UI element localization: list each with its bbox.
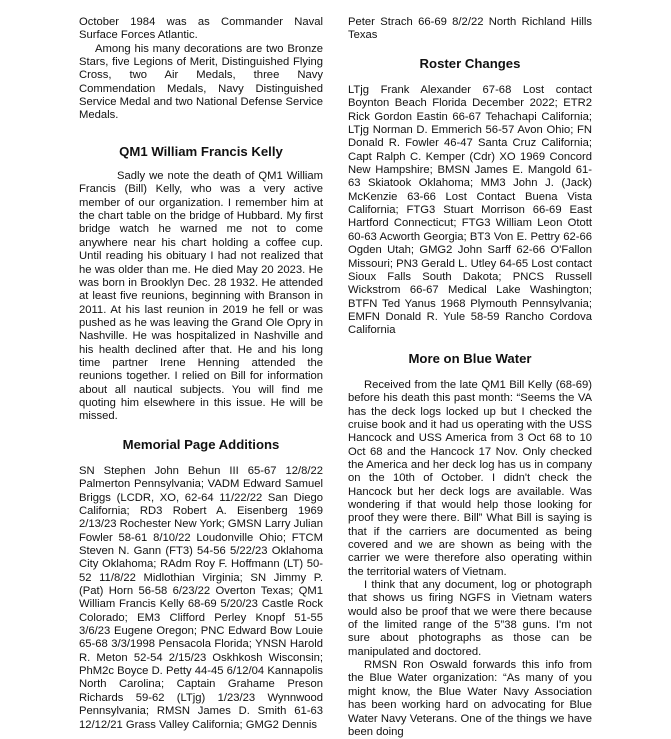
blue-water-paragraph-2: I think that any document, log or photograph that shows us firing NGFS in Vietnam waters would also be proof that we were there because of the limited range of the 5”38 guns. I'm not sure about photographs as those can be manipulated and doctored.: [348, 579, 592, 658]
blue-water-heading: More on Blue Water: [408, 350, 532, 366]
right-column: [348, 16, 592, 739]
decorations-paragraph: Among his many decorations are two Bronze Stars, five Legions of Merit, Distinguished Flying Cross, two Air Medals, three Navy Commendation Medals, Navy Distinguished Service Medal and two National Defense Service Medals.: [79, 42, 323, 122]
memorial-heading: Memorial Page Additions: [122, 436, 280, 452]
kelly-heading: QM1 William Francis Kelly: [119, 143, 283, 159]
intro-end-paragraph: October 1984 was as Commander Naval Surface Forces Atlantic.: [79, 16, 323, 42]
memorial-end-paragraph: Peter Strach 66-69 8/2/22 North Richland Hills Texas: [348, 16, 592, 42]
roster-paragraph: LTjg Frank Alexander 67-68 Lost contact Boynton Beach Florida December 2022; ETR2 Rick Gordon Eastin 66-67 Tehachapi California; LTjg Norman D. Emmerich 56-57 Avon Ohio; FN Donald R. Fowler 46-47 Santa Cruz California; Capt Ralph C. Kemper (Cdr) XO 1969 Concord New Hampshire; BMSN James E. Mangold 61-63 Skiatook Oklahoma; MM3 John J. (Jack) McKenzie 63-66 Lost Contact Buena Vista California; FTG3 Stuart Morrison 66-69 East Hartford Connecticut; FTG3 William Leon Otott 60-63 Acworth Georgia; BT3 Von E. Pettry 62-66 Ogden Utah; GMG2 John Sarff 62-66 O'Fallon Missouri; PN3 Gerald L. Utley 64-65 Lost contact Sioux Falls South Dakota; PNCS Russell Wickstrom 66-67 Medical Lake Washington; BTFN Ted Yanus 1968 Plymouth Pennsylvania; EMFN Donald R. Yule 58-59 Rancho Cordova California: [348, 84, 592, 337]
roster-heading: Roster Changes: [419, 55, 521, 71]
blue-water-paragraph-1: Received from the late QM1 Bill Kelly (68-69) before his death this past month: “Seems the VA has the deck logs locked up but I checked the cruise book and it had us operating with the USS Hancock and USS America from 3 Oct 68 to 10 Oct 68 and the Hancock 17 Nov. Only checked the America and her deck log has us in company on the 10th of October. I didn't check the Hancock but her deck logs are available. Was wondering if that would help those looking for proof they were there. Bill” What Bill is saying is that if the carriers are documented as being covered and we are shown as being with the carrier we were therefore also operating within the territorial waters of Vietnam.: [348, 378, 592, 578]
kelly-paragraph: Sadly we note the death of QM1 William Francis (Bill) Kelly, who was a very active member of our organization. I remember him at the chart table on the bridge of Hubbard. My first bridge watch he warned me not to come anywhere near his chart holding a coffee cup. Until reading his obituary I had not realized that he was older than me. He died May 20 2023. He was born in Brooklyn Dec. 28 1932. He attended at least five reunions, beginning with Branson in 2011. At his last reunion in 2019 he fell or was pushed as he was leaving the Grand Ole Opry in Nashville. He was hospitalized in Nashville and his health declined after that. He and his long time partner Irene Henning attended the reunions together. I relied on Bill for information about all nautical subjects. You will find me quoting him elsewhere in this issue. He will be missed.: [79, 170, 323, 423]
blue-water-paragraph-3: RMSN Ron Oswald forwards this info from the Blue Water organization: “As many of you might know, the Blue Water Navy Association has been working hard on advocating for Blue Water Navy Veterans. One of the things we have been doing: [348, 659, 592, 738]
memorial-paragraph: SN Stephen John Behun III 65-67 12/8/22 Palmerton Pennsylvania; VADM Edward Samuel Briggs (LCDR, XO, 62-64 11/22/22 San Diego California; RD3 Robert A. Eisenberg 1969 2/13/23 Rochester New York; GMSN Larry Julian Fowler 58-61 8/10/22 Loudonville Ohio; FTCM Steven N. Gann (FT3) 54-56 5/22/23 Oklahoma City Oklahoma; RAdm Roy F. Hoffmann (LT) 50-52 11/8/22 Midlothian Virginia; SN Jimmy P. (Pat) Horn 56-58 6/23/22 Overton Texas; QM1 William Francis Kelly 68-69 5/20/23 Castle Rock Colorado; EM3 Clifford Perley Knopf 51-55 3/6/23 Eugene Oregon; PNC Edward Bow Louie 65-68 3/3/1998 Pensacola Florida; YNSN Harold R. Meton 52-54 2/15/23 Oskhkosh Wisconsin; PhM2c Boyce D. Petty 44-45 6/12/04 Kannapolis North Carolina; Captain Grahame Preson Richards 59-62 (LTjg) 1/23/23 Wynnwood Pennsylvania; RMSN James D. Smith 61-63 12/12/21 Grass Valley California; GMG2 Dennis: [79, 464, 323, 731]
left-column: [79, 16, 323, 732]
